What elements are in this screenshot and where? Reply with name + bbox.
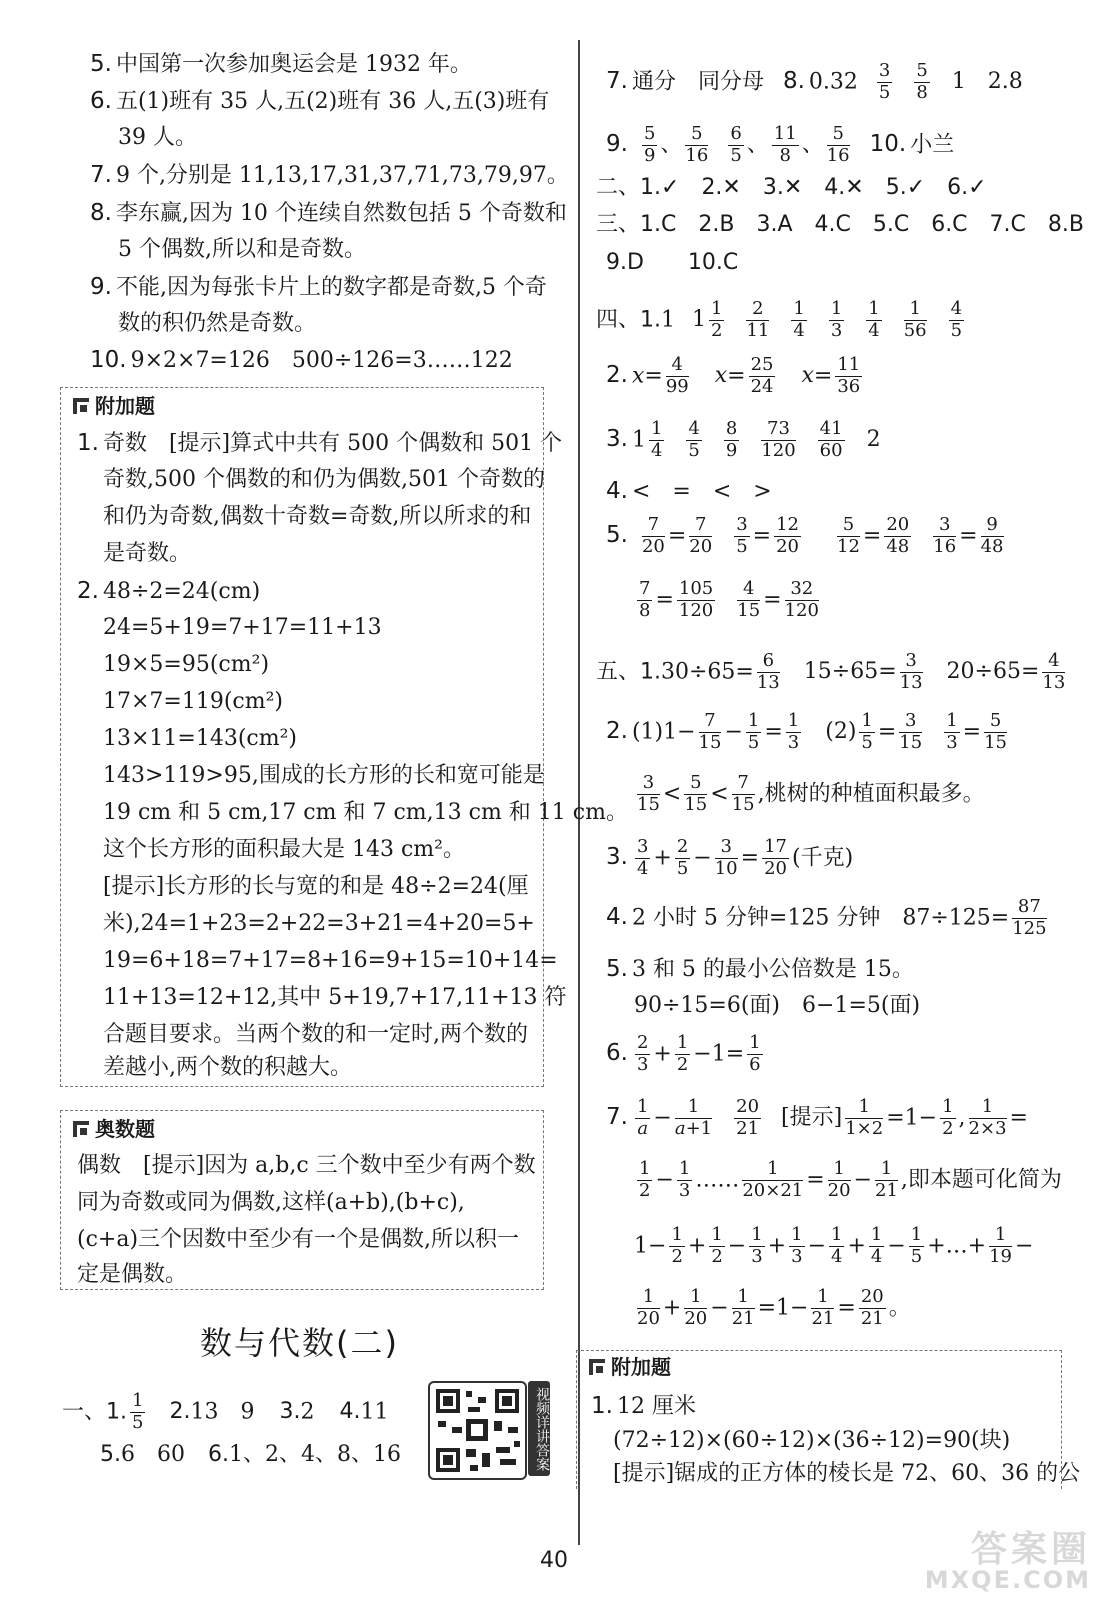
bonus-1-line: 米),24=1+23=2+22=3+21=4+20=5+	[103, 911, 535, 936]
bonus-1-line: 17×7=119(cm²)	[103, 689, 284, 714]
answer-8: 8. 李东赢,因为 10 个连续自然数包括 5 个奇数和	[90, 200, 567, 226]
part-4-2: 2. x= $\frac{4}{99}$ x= $\frac{25}{24}$ x= $\frac{11}{36}$	[606, 354, 861, 397]
bonus-1-q1: 1. 奇数 [提示]算式中共有 500 个偶数和 501 个	[77, 430, 563, 456]
bonus-1-line: 143>119>95,围成的长方形的长和宽可能是	[103, 763, 545, 788]
part-5-4: 4. 2 小时 5 分钟=125 分钟 87÷125= $\frac{87}{125}$	[606, 896, 1047, 939]
bonus-1-line: 19 cm 和 5 cm,17 cm 和 7 cm,13 cm 和 11 cm。	[103, 800, 628, 825]
part-5-7-cont: $\frac{1}{20}$ + $\frac{1}{20}$ − $\frac{1}{21}$ =1− $\frac{1}{21}$ = $\frac{20}{21}$ 。	[637, 1286, 911, 1329]
part-4-1: 四、1.1 1 $\frac{1}{2}$ $\frac{2}{11}$ $\frac{1}{4}$ $\frac{1}{3}$ $\frac{1}{4}$ $\frac{1}{56}$ $\frac{4}{5}$	[596, 298, 963, 341]
section2-row2: 5.6 60 6.1、2、4、8、16	[100, 1442, 401, 1467]
answer-9-cont: 数的积仍然是奇数。	[118, 311, 317, 336]
olympiad-line: 定是偶数。	[77, 1262, 188, 1287]
bonus-1-q2: 2. 48÷2=24(cm)	[77, 578, 261, 604]
section-flag-icon	[73, 1121, 89, 1137]
section2-row1: 一、1. $\frac{1}{5}$ 2.13 9 3.2 4.11	[62, 1390, 389, 1433]
column-divider	[578, 40, 580, 1545]
part-3-cont: 9.D 10.C	[606, 250, 739, 275]
bonus-2-line: [提示]锯成的正方体的棱长是 72、60、36 的公	[613, 1461, 1081, 1486]
part-5-2-cont: $\frac{3}{15}$ < $\frac{5}{15}$ < $\frac{7}{15}$ ,桃树的种植面积最多。	[637, 772, 985, 815]
part-5-7-cont: $\frac{1}{2}$ − $\frac{1}{3}$ …… $\frac{1}{20\times 21}$ = $\frac{1}{20}$ − $\frac{1}{21}$ ,即本题可化简为	[639, 1158, 1062, 1201]
olympiad-line: 同为奇数或同为偶数,这样(a+b),(b+c),	[77, 1190, 465, 1215]
part-5-5: 5. 3 和 5 的最小公倍数是 15。	[606, 956, 914, 982]
olympiad-line: 偶数 [提示]因为 a,b,c 三个数中至少有两个数	[77, 1153, 536, 1178]
bonus-1-line: 19×5=95(cm²)	[103, 652, 270, 677]
answer-5: 5. 中国第一次参加奥运会是 1932 年。	[90, 51, 472, 77]
section-heading: 数与代数(二)	[200, 1324, 399, 1362]
olympiad-box	[60, 1110, 544, 1290]
bonus-1-line: 奇数,500 个偶数的和仍为偶数,501 个奇数的	[103, 467, 545, 492]
part-2: 二、1.✓ 2.✕ 3.✕ 4.✕ 5.✓ 6.✓	[596, 175, 987, 200]
part-5-6: 6. $\frac{2}{3}$ + $\frac{1}{2}$ −1= $\frac{1}{6}$	[606, 1032, 761, 1075]
bonus-1-line: 19=6+18=7+17=8+16=9+15=10+14=	[103, 948, 558, 973]
bonus-1-line: 这个长方形的面积最大是 143 cm²。	[103, 837, 465, 862]
bonus-2-q1: 1. 12 厘米	[591, 1393, 696, 1419]
bonus-1-line: 差越小,两个数的积越大。	[103, 1055, 352, 1080]
part-4-5: 5. $\frac{7}{20}$ = $\frac{7}{20}$ $\frac{3}{5}$ = $\frac{12}{20}$ $\frac{5}{12}$ = $\frac{20}{48}$ $\frac{3}{16}$ = $\frac{9}{48}$	[606, 514, 1004, 557]
olympiad-title: 奥数题	[73, 1119, 155, 1139]
watermark: 答案圈 MXQE.COM	[924, 1529, 1091, 1594]
bonus-1-line: 13×11=143(cm²)	[103, 726, 298, 751]
qr-code-icon	[430, 1383, 525, 1478]
part-5-1: 五、1.30÷65= $\frac{6}{13}$ 15÷65= $\frac{3}{13}$ 20÷65= $\frac{4}{13}$	[596, 650, 1066, 693]
answer-9: 9. 不能,因为每张卡片上的数字都是奇数,5 个奇	[90, 274, 547, 300]
part-3: 三、1.C 2.B 3.A 4.C 5.C 6.C 7.C 8.B	[596, 212, 1084, 237]
qr-label: 视频详讲答案	[528, 1381, 550, 1476]
part-5-7-cont: 1− $\frac{1}{2}$ + $\frac{1}{2}$ − $\frac{1}{3}$ + $\frac{1}{3}$ − $\frac{1}{4}$ + $\frac{1}{4}$ − $\frac{1}{5}$ +…+ $\frac{1}{19}$ −	[634, 1224, 1034, 1267]
section-flag-icon	[73, 398, 89, 414]
bonus-1-line: 和仍为奇数,偶数十奇数=奇数,所以所求的和	[103, 504, 532, 529]
bonus-2-line: (72÷12)×(60÷12)×(36÷12)=90(块)	[613, 1428, 1011, 1453]
answer-10: 10. 9×2×7=126 500÷126=3……122	[90, 347, 513, 373]
bonus-title-2: 附加题	[589, 1357, 671, 1377]
answer-7: 7. 9 个,分别是 11,13,17,31,37,71,73,79,97。	[90, 162, 569, 188]
bonus-box-2	[576, 1350, 1081, 1489]
bonus-box-1	[60, 387, 628, 1087]
answer-8-cont: 5 个偶数,所以和是奇数。	[118, 237, 366, 262]
bonus-1-line: 11+13=12+12,其中 5+19,7+17,11+13 符	[103, 985, 567, 1010]
part-4-4: 4. < = < >	[606, 478, 772, 504]
part-5-3: 3. $\frac{3}{4}$ + $\frac{2}{5}$ − $\frac{3}{10}$ = $\frac{17}{20}$ (千克)	[606, 836, 854, 879]
qr-code[interactable]	[428, 1381, 527, 1480]
answer-6-cont: 39 人。	[118, 125, 197, 150]
part-5-7: 7. $\frac{1}{a}$ − $\frac{1}{a+1}$ $\frac{20}{21}$ [提示] $\frac{1}{1\times 2}$ =1− $\frac{1}{2}$ , $\frac{1}{2\times 3}$ =	[606, 1096, 1028, 1139]
right-row-7-8: 7. 通分 同分母 8. 0.32 $\frac{3}{5}$ $\frac{5}{8}$ 1 2.8	[606, 60, 1023, 103]
bonus-1-line: 24=5+19=7+17=11+13	[103, 615, 382, 640]
bonus-1-line: [提示]长方形的长与宽的和是 48÷2=24(厘	[103, 874, 529, 899]
part-4-3: 3. 1 $\frac{1}{4}$ $\frac{4}{5}$ $\frac{8}{9}$ $\frac{73}{120}$ $\frac{41}{60}$ 2	[606, 418, 881, 461]
bonus-1-line: 是奇数。	[103, 541, 192, 566]
part-5-5-cont: 90÷15=6(面) 6−1=5(面)	[634, 993, 921, 1018]
page-number: 40	[540, 1548, 568, 1573]
bonus-1-line: 合题目要求。当两个数的和一定时,两个数的	[103, 1022, 528, 1047]
right-row-9-10: 9. $\frac{5}{9}$ 、 $\frac{5}{16}$ $\frac{6}{5}$ 、 $\frac{11}{8}$ 、 $\frac{5}{16}$ 10. 小兰	[606, 123, 955, 166]
section-flag-icon	[589, 1359, 605, 1375]
part-5-2: 2. (1)1− $\frac{7}{15}$ − $\frac{1}{5}$ = $\frac{1}{3}$ (2) $\frac{1}{5}$ = $\frac{3}{15}$ $\frac{1}{3}$ = $\frac{5}{15}$	[606, 710, 1007, 753]
part-4-5-cont: $\frac{7}{8}$ = $\frac{105}{120}$ $\frac{4}{15}$ = $\frac{32}{120}$	[639, 578, 819, 621]
bonus-title-1: 附加题	[73, 396, 155, 416]
olympiad-line: (c+a)三个因数中至少有一个是偶数,所以积一	[77, 1227, 520, 1252]
answer-6: 6. 五(1)班有 35 人,五(2)班有 36 人,五(3)班有	[90, 88, 550, 114]
